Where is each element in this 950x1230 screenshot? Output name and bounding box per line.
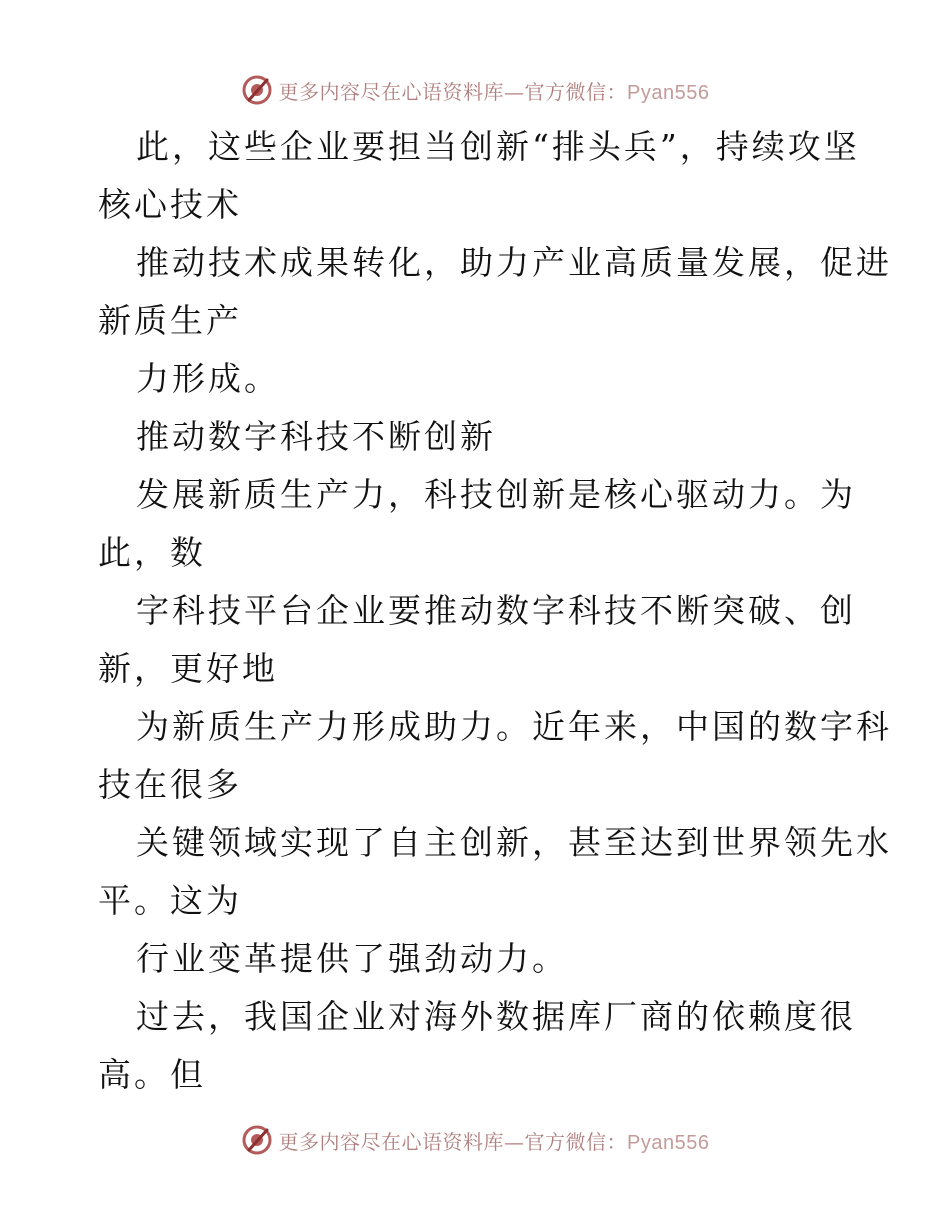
text-line: 为新质生产力形成助力。近年来，中国的数字科 bbox=[136, 707, 892, 746]
text-line: 推动技术成果转化，助力产业高质量发展，促进 bbox=[136, 243, 892, 282]
text-line: 力形成。 bbox=[136, 359, 280, 398]
text-line: 关键领域实现了自主创新，甚至达到世界领先水 bbox=[136, 823, 892, 862]
text-line: 新质生产 bbox=[98, 301, 242, 340]
text-line: 此，数 bbox=[98, 533, 206, 572]
header-watermark bbox=[0, 70, 950, 110]
library-logo-icon bbox=[241, 74, 273, 106]
document-body bbox=[98, 118, 892, 1104]
text-line: 推动数字科技不断创新 bbox=[136, 417, 496, 456]
text-line: 过去，我国企业对海外数据库厂商的依赖度很 bbox=[136, 997, 856, 1036]
text-line: 核心技术 bbox=[98, 185, 242, 224]
text-line: 平。这为 bbox=[98, 881, 242, 920]
footer-watermark bbox=[0, 1120, 950, 1160]
watermark-text: 更多内容尽在心语资料库—官方微信：Pyan556 bbox=[278, 79, 710, 104]
library-logo-icon bbox=[241, 1124, 273, 1156]
text-line: 此，这些企业要担当创新“排头兵”，持续攻坚 bbox=[136, 127, 860, 166]
text-line: 新，更好地 bbox=[98, 649, 278, 688]
text-line: 字科技平台企业要推动数字科技不断突破、创 bbox=[136, 591, 856, 630]
text-line: 高。但 bbox=[98, 1055, 206, 1094]
text-line: 行业变革提供了强劲动力。 bbox=[136, 939, 568, 978]
text-line: 技在很多 bbox=[98, 765, 242, 804]
watermark-text: 更多内容尽在心语资料库—官方微信：Pyan556 bbox=[278, 1129, 710, 1154]
text-line: 发展新质生产力，科技创新是核心驱动力。为 bbox=[136, 475, 856, 514]
